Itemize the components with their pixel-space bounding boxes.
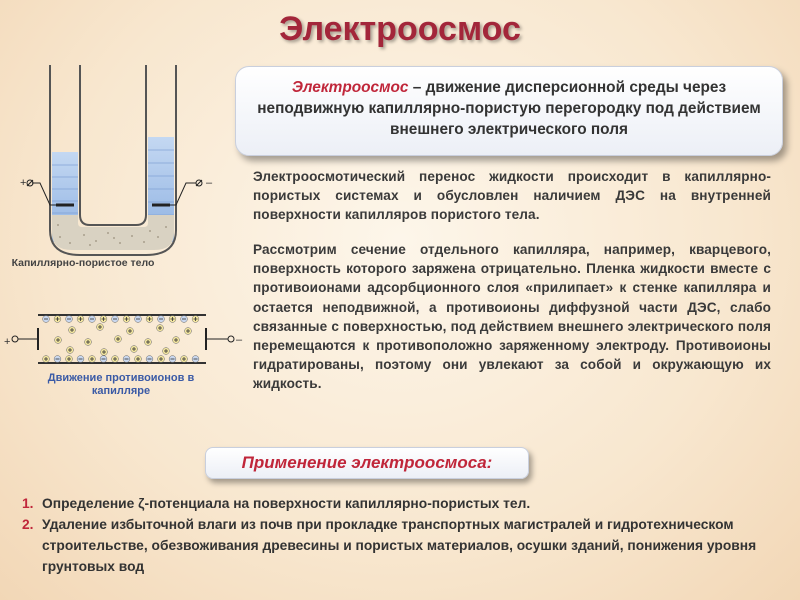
- minus-sign-right: –: [206, 177, 213, 189]
- wall-ion: [89, 356, 96, 363]
- wall-ion: [43, 316, 50, 323]
- wall-ion: [54, 356, 61, 363]
- porous-body-label: Капиллярно-пористое тело: [11, 257, 155, 269]
- list-item-number: 1.: [22, 496, 34, 511]
- page-title: Электроосмос: [279, 10, 521, 48]
- u-tube-diagram: [0, 55, 240, 315]
- capillary-minus-sign: –: [236, 334, 243, 346]
- wall-ion: [100, 316, 107, 323]
- counterion: [101, 349, 108, 356]
- capillary-ion-diagram: [0, 300, 243, 380]
- counterion: [127, 328, 134, 335]
- list-item-text: Удаление избыточной влаги из почв при прокладке транспортных магистралей и гидротехническом строительстве, обезвоживания древесины и пористых материалов, осушки зданий, понижения уровня грунтовых вод: [42, 517, 757, 574]
- definition-box: [235, 66, 783, 156]
- wall-ion: [100, 356, 107, 363]
- applications-heading: Применение электроосмоса:: [205, 447, 529, 479]
- counterion: [145, 339, 152, 346]
- definition-term: Электроосмос: [291, 79, 409, 96]
- wall-ion: [181, 356, 188, 363]
- list-item: [22, 514, 782, 577]
- ion-motion-label: Движение противоионов в капилляре: [47, 372, 195, 397]
- list-item-number: 2.: [22, 517, 34, 532]
- wall-ion: [169, 356, 176, 363]
- capillary-plus-sign: +: [4, 336, 11, 348]
- wall-ion: [192, 356, 199, 363]
- paragraph-capillary: Рассмотрим сечение отдельного капилляра, например, кварцевого, поверхность которого заряжена отрицательно. Пленка жидкости вместе с противоионами адсорбционного слоя «прилипает» к стенке капилляра и остается неподвижной, а противоионы диффузной части ДЭС, слабо связанные с поверхностью, под действием внешнего электрического поля перемещаются к противоположно заряженному электроду. Противоионы гидратированы, поэтому они увлекают за собой и окружающую их жидкость.: [253, 242, 771, 392]
- paragraph-transfer: Электроосмотический перенос жидкости происходит в капиллярно-пористых системах и обусловлен наличием ДЭС на внутренней поверхности капилляров пористого тела.: [253, 169, 771, 223]
- list-item: [22, 493, 782, 514]
- counterion: [173, 337, 180, 344]
- wall-ion: [181, 316, 188, 323]
- definition-text: – движение дисперсионной среды через неподвижную капиллярно-пористую перегородку под действием внешнего электрического поля: [257, 79, 761, 138]
- wall-ion: [158, 316, 165, 323]
- counterion: [131, 346, 138, 353]
- counterion: [185, 328, 192, 335]
- counterion: [85, 339, 92, 346]
- wall-ion: [146, 356, 153, 363]
- wall-ion: [66, 356, 73, 363]
- wall-ion: [158, 356, 165, 363]
- wall-ion: [112, 356, 119, 363]
- wall-ion: [169, 316, 176, 323]
- wall-ion: [43, 356, 50, 363]
- wall-charges-top: [43, 316, 199, 323]
- wall-ion: [135, 316, 142, 323]
- wall-ion: [146, 316, 153, 323]
- counterion: [55, 337, 62, 344]
- counterion: [97, 324, 104, 331]
- wall-charges-bottom: [43, 356, 199, 363]
- wall-ion: [66, 316, 73, 323]
- counterion: [163, 348, 170, 355]
- counterion: [67, 347, 74, 354]
- wall-ion: [89, 316, 96, 323]
- list-item-text: Определение ζ-потенциала на поверхности капиллярно-пористых тел.: [42, 496, 531, 511]
- counterion: [69, 327, 76, 334]
- wall-ion: [77, 316, 84, 323]
- plus-sign-left: +: [20, 177, 27, 189]
- wall-ion: [54, 316, 61, 323]
- wall-ion: [135, 356, 142, 363]
- counterion: [115, 336, 122, 343]
- wall-ion: [123, 316, 130, 323]
- wall-ion: [112, 316, 119, 323]
- porous-plug: [52, 215, 174, 250]
- counterion: [157, 325, 164, 332]
- diffuse-counterions: [55, 324, 192, 356]
- wall-ion: [77, 356, 84, 363]
- wall-ion: [192, 316, 199, 323]
- applications-list: [22, 493, 782, 577]
- wall-ion: [123, 356, 130, 363]
